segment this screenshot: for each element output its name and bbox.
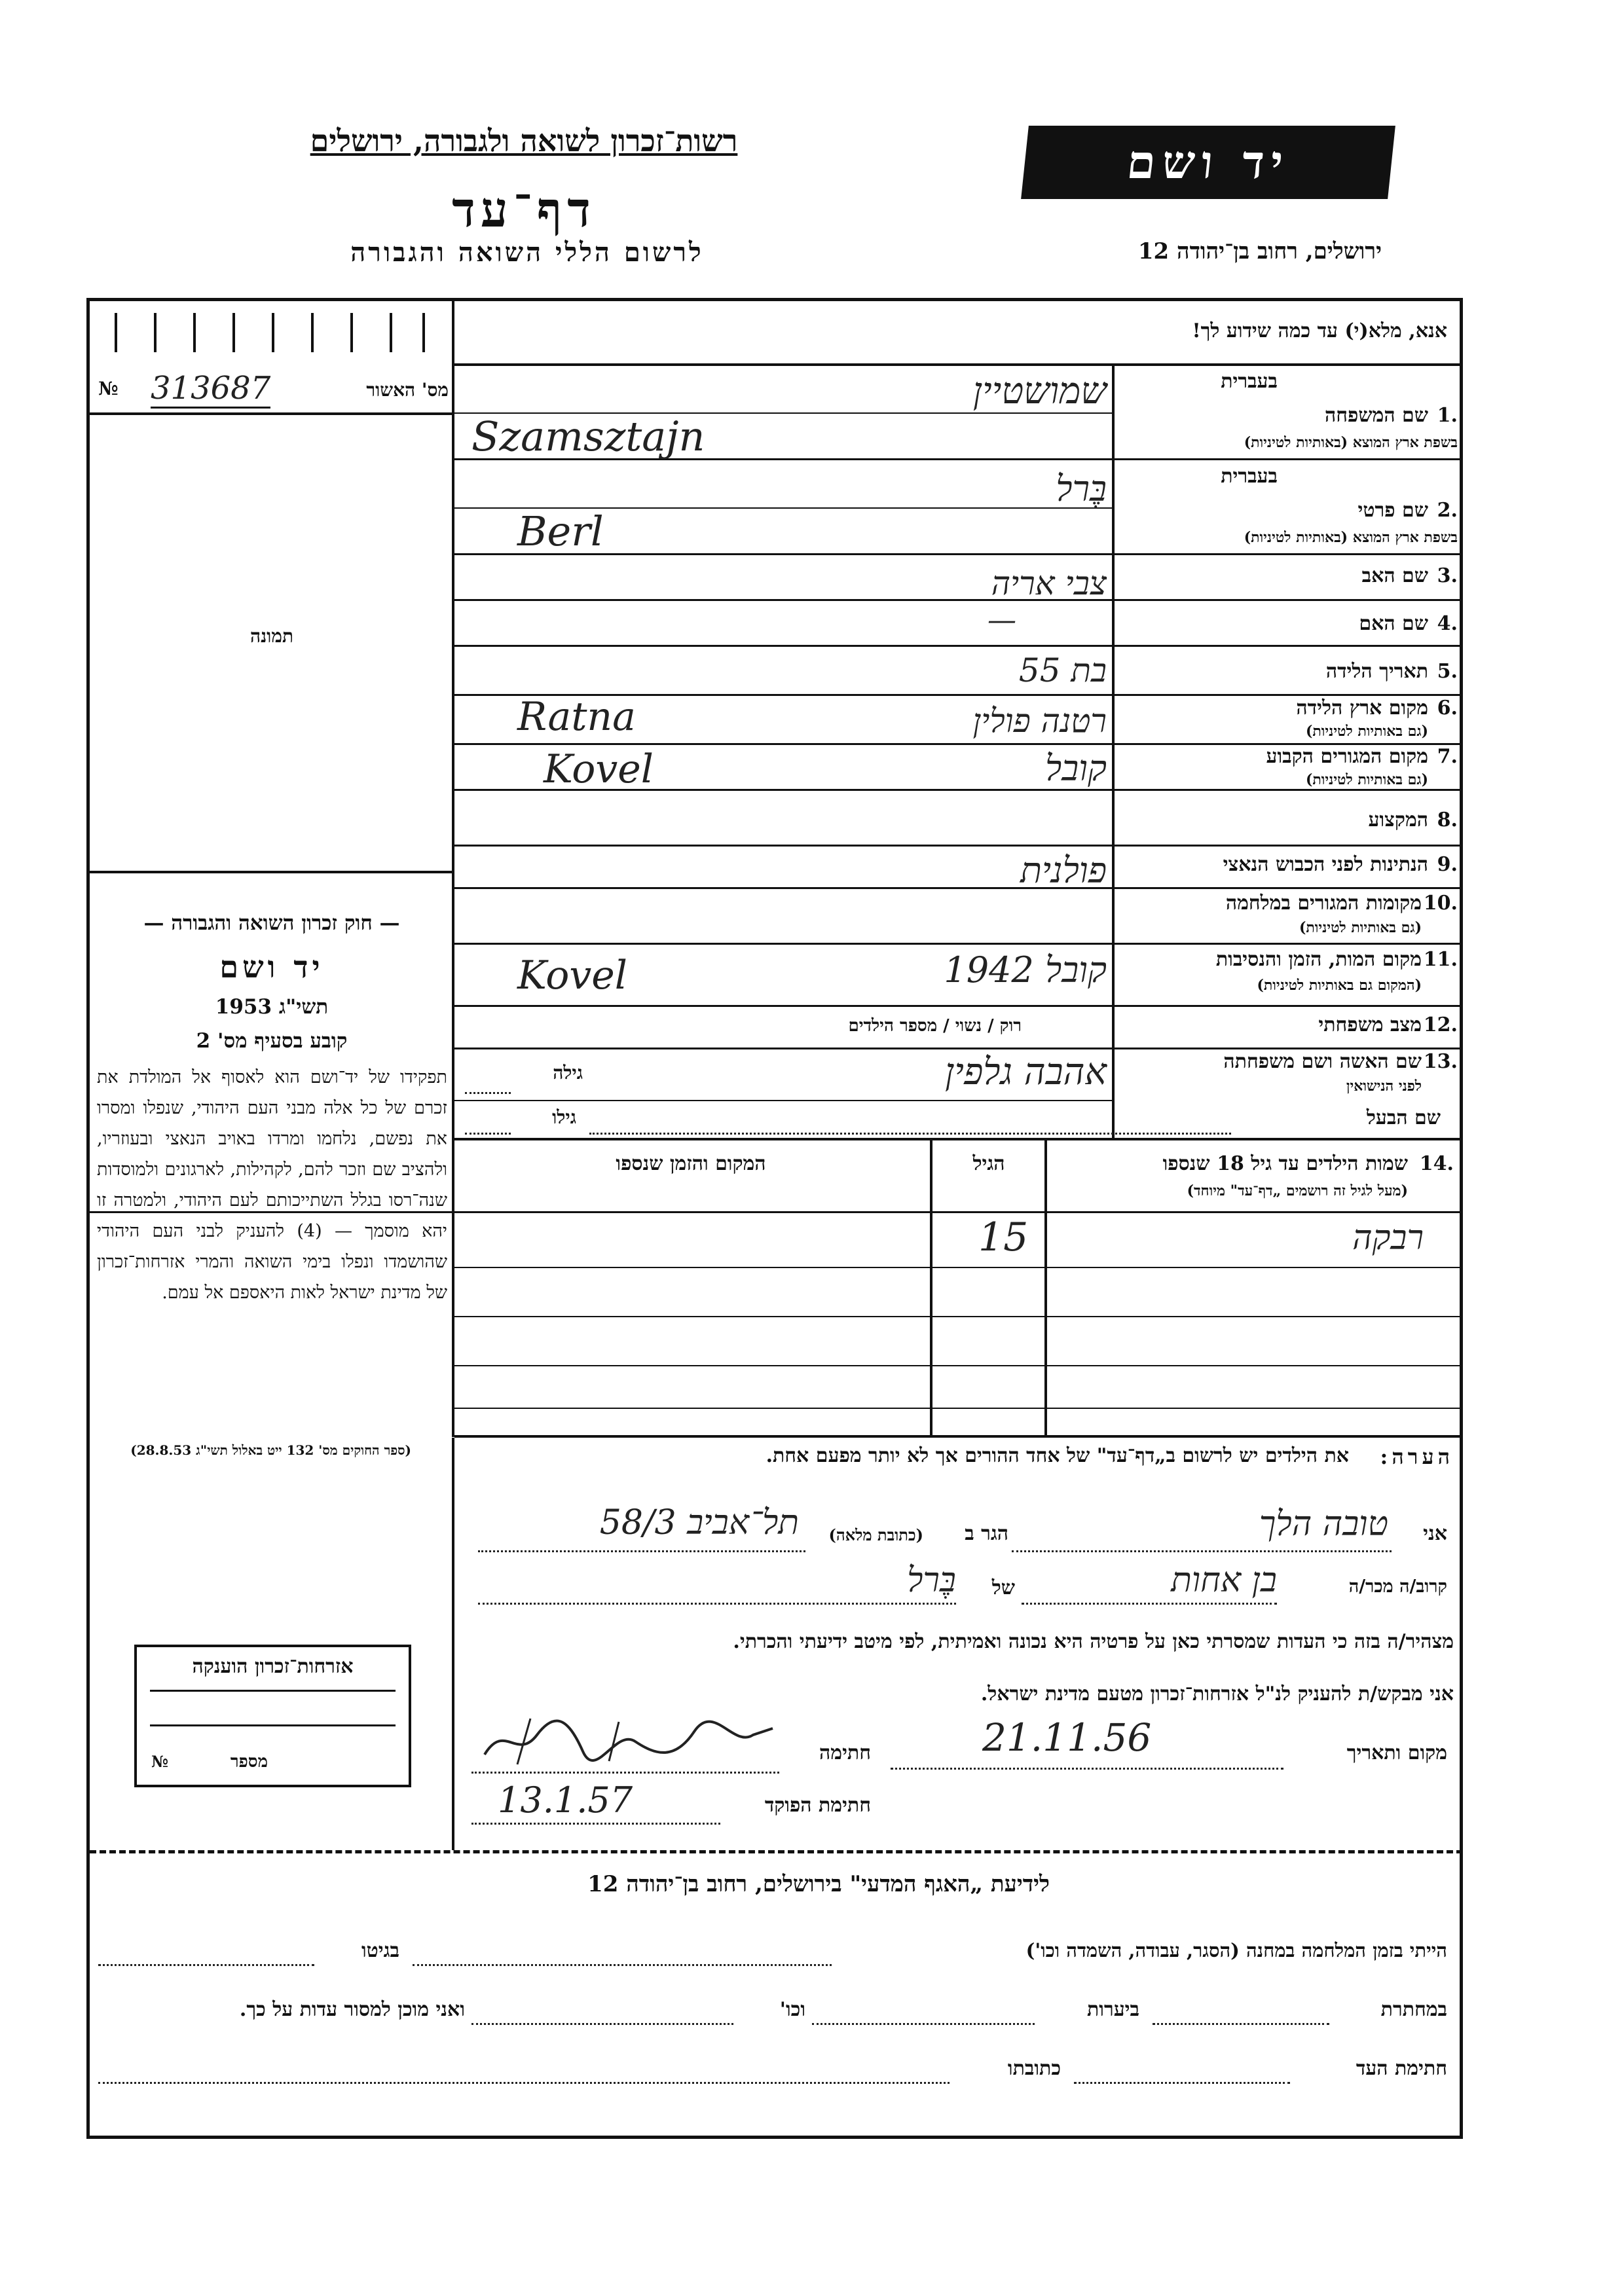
note-label: הערה: bbox=[1380, 1444, 1454, 1469]
signature-label: חתימה bbox=[819, 1741, 871, 1764]
child-age: 15 bbox=[978, 1214, 1029, 1260]
field-6-label: מקום ארץ הלידה bbox=[1296, 697, 1428, 720]
relation-label: קרוב/ה מכר/ה bbox=[1348, 1576, 1447, 1597]
residence-hebrew: קובל bbox=[1045, 748, 1107, 789]
field-11-sub: (המקום גם באותיות לטיניות) bbox=[1257, 977, 1422, 994]
field-11-num: 11. bbox=[1423, 948, 1458, 971]
birthplace-hebrew: רטנה פולין bbox=[972, 702, 1107, 740]
law-section: קובע בסעיף מס' 2 bbox=[196, 1029, 348, 1053]
field-4-label: שם האם bbox=[1359, 612, 1428, 635]
field-9-label: הנתינות לפני הכבוש הנאצי bbox=[1223, 853, 1428, 876]
field-10 bbox=[1117, 892, 1458, 941]
inspector-label: חתימת הפוקד bbox=[764, 1794, 871, 1817]
field-5-num: 5. bbox=[1437, 660, 1458, 683]
declarant-name: טובה הלך bbox=[1259, 1504, 1388, 1544]
law-paragraph: תפקידו של יד־ושם הוא לאסוף אל המולדת את זכרם של כל אלה מבני העם היהודי, שנפלו ומסרו את נפשם, נלחמו ומרדו באויב הנאצי ובעוזריו, ולהציב שם וזכר להם, לקהילות, לארגונים ולמוסדות שנה־רסו בגלל השתייכותם לעם היהודי, ולמטרה זו יהא מוסמך — (4) להעניק לבני העם היהודי שהושמדו ונפלו בימי השואה והמרי אזרחות־זכרון של מדינת ישראל לאות היאספם אל עמם. bbox=[97, 1067, 447, 1303]
field-2-label: שם פרטי bbox=[1357, 499, 1428, 522]
field-12-label: מצב משפחתי bbox=[1318, 1013, 1422, 1036]
field-1-num: 1. bbox=[1437, 404, 1458, 427]
field-6-num: 6. bbox=[1437, 697, 1458, 720]
birthplace-latin: Ratna bbox=[517, 694, 636, 740]
residing-label: הגר ב bbox=[965, 1522, 1008, 1545]
residence-latin: Kovel bbox=[544, 746, 654, 792]
field-11-label: מקום המות, הזמן והנסיבות bbox=[1215, 948, 1422, 971]
witness-signature-label: חתימת העד bbox=[1356, 2057, 1447, 2080]
wife-age-label: גילה bbox=[553, 1062, 583, 1084]
children-num: 14. bbox=[1419, 1152, 1454, 1175]
children-row bbox=[454, 1214, 1463, 1267]
field-10-num: 10. bbox=[1423, 892, 1458, 915]
mother-name: — bbox=[987, 604, 1016, 637]
photo-label: תמונה bbox=[249, 625, 294, 647]
place-date-value: 21.11.56 bbox=[982, 1715, 1152, 1760]
instruction: אנא, מלא(י) עד כמה שידוע לך! bbox=[1192, 319, 1447, 342]
citizenship-box-number-label: מספר bbox=[230, 1752, 268, 1772]
father-name: צבי אריה bbox=[991, 564, 1107, 602]
declarant-label: אני bbox=[1423, 1522, 1447, 1545]
field-5 bbox=[1117, 660, 1458, 693]
signature-scribble bbox=[478, 1715, 779, 1768]
barcode-marks bbox=[115, 313, 442, 352]
approval-label: מס' האשור bbox=[366, 379, 449, 401]
etc-label: וכו' bbox=[779, 1998, 805, 2021]
law-name: יד ושם bbox=[219, 949, 324, 985]
partisans-label: במחתרת bbox=[1380, 1998, 1447, 2021]
husband-age-label: גילו bbox=[552, 1106, 576, 1128]
children-label: שמות הילדים עד גיל 18 שנספו bbox=[1162, 1152, 1408, 1175]
ready-label: ואני מוכן למסור עדות על כך. bbox=[239, 1998, 465, 2021]
field-9 bbox=[1117, 853, 1458, 886]
field-8-num: 8. bbox=[1437, 809, 1458, 831]
child-name: רבקה bbox=[1352, 1218, 1424, 1258]
field-3-label: שם האב bbox=[1361, 564, 1428, 587]
field-7-label: מקום המגורים הקבוע bbox=[1266, 745, 1428, 768]
field-7-num: 7. bbox=[1437, 745, 1458, 768]
statement: מצהיר/ה בזה כי העדות שמסרתי כאן על פרטיה היא נכונה ואמיתית, לפי מיטב ידיעתי והכרתי. bbox=[733, 1630, 1454, 1653]
header-address: ירושלים, רחוב בן־יהודה 12 bbox=[1137, 238, 1382, 264]
footer-divider bbox=[90, 1850, 1463, 1853]
death-place: קובל 1942 bbox=[944, 949, 1107, 991]
age-header: הגיל bbox=[972, 1152, 1005, 1175]
note-row bbox=[458, 1444, 1454, 1477]
law-year: תשי"ג 1953 bbox=[215, 995, 329, 1019]
field-11 bbox=[1117, 948, 1458, 1004]
birth-date: בת 55 bbox=[1018, 651, 1107, 689]
field-10-label: מקומות המגורים במלחמה bbox=[1225, 892, 1422, 915]
field-1 bbox=[1117, 370, 1458, 458]
field-13-sub: לפני הנישואין bbox=[1346, 1078, 1422, 1095]
field-13-label: שם האשה ושם משפחתה bbox=[1223, 1050, 1422, 1073]
law-footnote: (ספר החוקים מס' 132 ייט באלול תשי"ג 28.8.53) bbox=[130, 1442, 411, 1458]
logo-text: יד ושם bbox=[1124, 135, 1293, 189]
field-13-num: 13. bbox=[1423, 1050, 1458, 1073]
field-8 bbox=[1117, 809, 1458, 841]
law-title: — חוק זכרון השואה והגבורה — bbox=[143, 911, 400, 935]
authority-line: רשות־זכרון לשואה ולגבורה, ירושלים bbox=[310, 123, 738, 158]
death-place-latin: Kovel bbox=[517, 953, 627, 998]
address-hint: (כתובת מלאה) bbox=[828, 1525, 923, 1544]
hebrew-tag: בעברית bbox=[1221, 465, 1278, 488]
field-12 bbox=[1117, 1013, 1458, 1046]
of-label: של bbox=[991, 1576, 1015, 1599]
forests-label: ביערות bbox=[1086, 1998, 1139, 2021]
camp-line: הייתי בזמן המלחמה במחנה (הסגר, עבודה, השמדה וכו') bbox=[1025, 1939, 1447, 1961]
declarant-address: תל־אביב 58/3 bbox=[599, 1503, 799, 1542]
field-9-num: 9. bbox=[1437, 853, 1458, 876]
surname-latin: Szamsztajn bbox=[471, 412, 705, 460]
citizenship-box-title: אזרחות־זכרון הוענקה bbox=[192, 1655, 354, 1678]
witness-address-label: כתובתו bbox=[1007, 2057, 1061, 2080]
form-subtitle: לרשום הללי השואה והגבורה bbox=[350, 237, 704, 268]
field-3-num: 3. bbox=[1437, 564, 1458, 587]
field-6 bbox=[1117, 697, 1458, 742]
field-5-label: תאריך הלידה bbox=[1325, 660, 1428, 683]
field-2-num: 2. bbox=[1437, 499, 1458, 522]
field-4 bbox=[1117, 612, 1458, 645]
hebrew-tag: בעברית bbox=[1221, 370, 1278, 393]
form-title: דף־עד bbox=[452, 182, 596, 238]
note-text: את הילדים יש לרשום ב„דף־עד" של אחד ההורים אך לא יותר מפעם אחת. bbox=[766, 1444, 1349, 1467]
citizenship-box-prefix: № bbox=[151, 1752, 169, 1771]
field-13 bbox=[1117, 1050, 1458, 1096]
field-1-label: שם המשפחה bbox=[1324, 404, 1428, 427]
field-10-sub: (גם באותיות לטיניות) bbox=[1299, 919, 1422, 936]
field-4-num: 4. bbox=[1437, 612, 1458, 635]
ghetto-label: בגיטו bbox=[361, 1939, 399, 1962]
field-12-num: 12. bbox=[1423, 1013, 1458, 1036]
field-2 bbox=[1117, 465, 1458, 553]
husband-label: שם הבעל bbox=[1366, 1106, 1441, 1129]
yad-vashem-logo bbox=[1021, 126, 1395, 199]
citizenship-box bbox=[134, 1645, 411, 1787]
firstname-hebrew: בֶּרל bbox=[1056, 468, 1107, 509]
approval-number: 313687 bbox=[151, 370, 270, 409]
field-2-sub: בשפת ארץ המוצא (באותיות לטיניות) bbox=[1244, 529, 1458, 546]
children-sub: (מעל לגיל זה רושמים „דף־עד" מיוחד) bbox=[1187, 1182, 1408, 1199]
surname-hebrew: שמושטיין bbox=[972, 370, 1107, 412]
approval-number-row bbox=[98, 370, 449, 409]
nationality: פולנית bbox=[1020, 850, 1107, 891]
field-6-sub: (גם באותיות לטיניות) bbox=[1305, 723, 1428, 740]
field-7 bbox=[1117, 745, 1458, 791]
footer-title: לידיעת „האגף המדעי" בירושלים, רחוב בן־יהודה 12 bbox=[587, 1871, 1050, 1897]
firstname-latin: Berl bbox=[517, 507, 604, 555]
field-8-label: המקצוע bbox=[1368, 809, 1428, 831]
field-1-sub: בשפת ארץ המוצא (באותיות לטיניות) bbox=[1244, 434, 1458, 451]
marital-options: רוק / נשוי / מספר הילדים bbox=[848, 1016, 1022, 1036]
relation-value: בן אחות bbox=[1171, 1561, 1277, 1600]
declarant-signature bbox=[478, 1715, 779, 1768]
of-value: בֶּרל bbox=[907, 1561, 956, 1600]
field-7-sub: (גם באותיות לטיניות) bbox=[1305, 771, 1428, 788]
place-header: המקום והזמן שנספו bbox=[616, 1152, 766, 1175]
label-column-divider bbox=[1112, 366, 1115, 1139]
inspector-value: 13.1.57 bbox=[498, 1779, 633, 1821]
field-3 bbox=[1117, 564, 1458, 597]
wife-name: אהבה גלפין bbox=[945, 1051, 1107, 1093]
approval-prefix: № bbox=[98, 378, 119, 399]
place-date-label: מקום ותאריך bbox=[1346, 1741, 1447, 1764]
request: אני מבקש/ת להעניק לנ"ל אזרחות־זכרון מטעם מדינת ישראל. bbox=[980, 1683, 1454, 1705]
